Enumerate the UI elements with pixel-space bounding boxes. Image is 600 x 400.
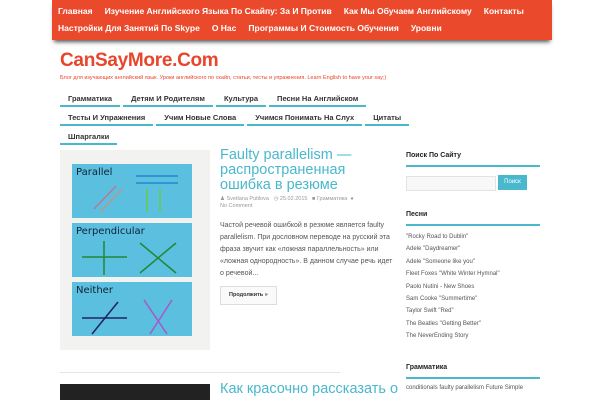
card-label: Parallel [76, 167, 113, 178]
category-songs[interactable]: Песни На Английском [269, 91, 366, 107]
tag-cloud[interactable]: conditionals faulty parallelism Future Simple [406, 385, 524, 391]
card-label: Perpendicular [76, 226, 145, 237]
post-category[interactable]: Грамматика [316, 196, 348, 202]
card-parallel [72, 164, 192, 218]
user-icon: ♟ [220, 196, 225, 202]
category-grammar[interactable]: Грамматика [60, 91, 120, 107]
site-tagline: Блог для изучающих английский язык. Уроки английского по скайп, статьи, тесты и упражнения. Learn English to have your say;) [60, 75, 387, 81]
song-link[interactable]: "Rocky Road to Dublin" [406, 234, 469, 240]
category-culture[interactable]: Культура [216, 91, 266, 107]
top-navigation [52, 0, 552, 40]
nav-levels[interactable]: Уровни [410, 23, 442, 33]
post-author[interactable]: Svetlana Putilova [226, 196, 269, 202]
category-new-words[interactable]: Учим Новые Слова [156, 110, 244, 126]
category-quotes[interactable]: Цитаты [365, 110, 409, 126]
nav-contacts[interactable]: Контакты [483, 6, 524, 16]
post-meta [220, 196, 354, 210]
clock-icon: ◷ [273, 196, 279, 202]
category-tests[interactable]: Тесты И Упражнения [60, 110, 153, 126]
nav-pricing[interactable]: Программы И Стоимость Обучения [248, 23, 399, 33]
card-neither [72, 282, 192, 336]
post-excerpt: Частой речевой ошибкой в резюме является faulty parallelism. При дословном переводе на русский эта фраза звучит как «ложная параллельность» или «ложная однородность». В данном случае речь идет о речевой... [220, 222, 393, 277]
song-link[interactable]: Fleet Foxes "White Winter Hymnal" [406, 271, 500, 278]
songs-widget-title: Песни [406, 211, 540, 226]
post-comments[interactable]: No Comment [220, 203, 253, 209]
search-button[interactable]: Поиск [498, 175, 527, 190]
song-link[interactable]: Sam Cooke "Summertime" [406, 296, 478, 302]
grammar-widget-title: Грамматика [406, 364, 540, 379]
post-summary [220, 148, 398, 305]
folder-icon: ■ [312, 196, 316, 202]
post-thumbnail[interactable] [60, 150, 210, 350]
category-navigation [60, 91, 460, 145]
read-more-button[interactable]: Продолжить » [220, 286, 277, 305]
site-logo[interactable]: CanSayMore.Com [60, 50, 219, 71]
nav-skype-pros-cons[interactable]: Изучение Английского Языка По Скайпу: За И Против [104, 6, 332, 16]
comment-icon: ● [350, 196, 354, 202]
category-cheatsheets[interactable]: Шпаргалки [60, 129, 117, 145]
category-kids-parents[interactable]: Детям И Родителям [123, 91, 213, 107]
song-link[interactable]: Taylor Swift "Red" [406, 308, 454, 315]
song-link[interactable]: Adele "Someone like you" [406, 258, 475, 265]
post-title[interactable]: Как красочно рассказать о [220, 381, 399, 397]
nav-skype-settings[interactable]: Настройки Для Занятий По Skype [58, 23, 200, 33]
category-listening[interactable]: Учимся Понимать На Слух [247, 110, 362, 126]
nav-home[interactable]: Главная [58, 6, 93, 16]
nav-about[interactable]: О Нас [211, 23, 237, 33]
post-divider [60, 372, 340, 373]
card-perpendicular [72, 223, 192, 277]
nav-how-we-teach[interactable]: Как Мы Обучаем Английскому [343, 6, 472, 16]
post-thumbnail[interactable] [60, 384, 210, 400]
song-link[interactable]: Adele "Daydreamer" [406, 246, 461, 253]
song-link[interactable]: The NeverEnding Story [406, 333, 469, 340]
song-link[interactable]: Paolo Nutini - New Shoes [406, 283, 475, 290]
search-widget-title: Поиск По Сайту [406, 152, 540, 167]
search-input[interactable] [406, 176, 496, 191]
post-title[interactable]: Faulty parallelism — распространенная ошибка в резюме [220, 147, 352, 193]
card-label: Neither [76, 285, 113, 296]
song-link[interactable]: The Beatles "Getting Better" [406, 320, 481, 327]
post-date: 25.02.2015 [279, 196, 308, 202]
